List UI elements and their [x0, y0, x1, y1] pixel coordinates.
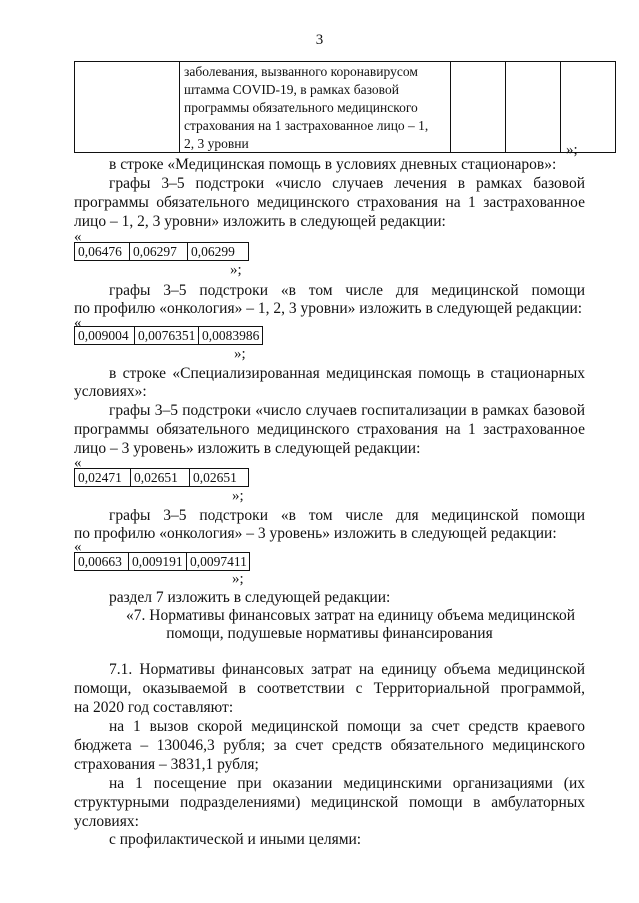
- close-quote: »;: [232, 488, 244, 504]
- section-heading: «7. Нормативы финансовых затрат на единицу объема медицинской: [126, 607, 576, 624]
- value-cell: 0,009004: [75, 327, 135, 345]
- page-number: 3: [315, 32, 324, 48]
- value-cell: 0,02651: [131, 469, 190, 487]
- close-quote: »;: [230, 262, 242, 278]
- paragraph-line: лицо – 1, 2, 3 уровни» изложить в следующей редакции:: [74, 213, 446, 230]
- value-cell: 0,0097411: [187, 553, 250, 571]
- table-line: 2, 3 уровни: [184, 136, 249, 151]
- paragraph-line: на 1 посещение при оказании медицинскими организациями (их: [109, 775, 585, 792]
- close-quote: »;: [232, 571, 244, 587]
- open-quote: «: [74, 315, 82, 331]
- table-line: страхования на 1 застрахованное лицо – 1,: [184, 118, 429, 133]
- table-line: заболевания, вызванного коронавирусом: [184, 64, 418, 79]
- paragraph-line: лицо – 3 уровень» изложить в следующей редакции:: [74, 440, 421, 457]
- values-table: [74, 242, 249, 261]
- paragraph-line: раздел 7 изложить в следующей редакции:: [109, 589, 391, 606]
- paragraph-line: графы 3–5 подстроки «в том числе для медицинской помощи: [109, 507, 585, 524]
- paragraph-line: по профилю «онкология» – 1, 2, 3 уровни» изложить в следующей редакции:: [74, 300, 583, 317]
- values-table: [74, 552, 250, 571]
- paragraph-line: графы 3–5 подстроки «в том числе для медицинской помощи: [109, 282, 585, 299]
- paragraph-line: на 1 вызов скорой медицинской помощи за счет средств краевого: [109, 718, 585, 735]
- value-cell: 0,02471: [75, 469, 131, 487]
- paragraph-line: бюджета – 130046,3 рубля; за счет средств обязательного медицинского: [74, 737, 585, 754]
- paragraph-line: в строке «Медицинская помощь в условиях дневных стационаров»:: [109, 156, 557, 173]
- open-quote: «: [74, 539, 82, 555]
- paragraph-line: программы обязательного медицинского страхования на 1 застрахованное: [74, 421, 585, 438]
- table-line: программы обязательного медицинского: [184, 100, 418, 115]
- open-quote: «: [74, 455, 82, 471]
- value-cell: 0,06297: [130, 243, 188, 261]
- table-cell-empty: [506, 62, 561, 153]
- section-heading: помощи, подушевые нормативы финансирования: [166, 625, 493, 642]
- close-quote: »;: [566, 142, 578, 158]
- paragraph-line: графы 3–5 подстроки «число случаев госпитализации в рамках базовой: [109, 402, 585, 419]
- paragraph-line: на 2020 год составляют:: [74, 699, 234, 716]
- values-table: [74, 326, 263, 345]
- paragraph-line: графы 3–5 подстроки «число случаев лечения в рамках базовой: [109, 175, 585, 192]
- table-cell-empty: [561, 62, 616, 153]
- value-cell: 0,009191: [129, 553, 187, 571]
- paragraph-line: с профилактической и иными целями:: [109, 831, 362, 848]
- table-cell-empty: [451, 62, 506, 153]
- paragraph-line: условиях:: [74, 813, 139, 830]
- value-cell: 0,06476: [75, 243, 130, 261]
- paragraph-line: структурными подразделениями) медицинской помощи в амбулаторных: [74, 794, 585, 811]
- paragraph-line: в строке «Специализированная медицинская помощь в стационарных: [109, 365, 585, 382]
- table-cell-text: [180, 62, 451, 153]
- values-table: [74, 468, 249, 487]
- value-cell: 0,06299: [188, 243, 249, 261]
- paragraph-line: по профилю «онкология» – 3 уровень» изложить в следующей редакции:: [74, 525, 557, 542]
- value-cell: 0,0083986: [199, 327, 263, 345]
- open-quote: «: [74, 229, 82, 245]
- value-cell: 0,00663: [75, 553, 129, 571]
- table-cell-empty: [75, 62, 180, 153]
- top-table: [74, 61, 616, 153]
- table-line: штамма COVID-19, в рамках базовой: [184, 82, 399, 97]
- paragraph-line: условиях»:: [74, 383, 147, 400]
- value-cell: 0,02651: [190, 469, 249, 487]
- close-quote: »;: [234, 346, 246, 362]
- paragraph-line: программы обязательного медицинского страхования на 1 застрахованное: [74, 194, 585, 211]
- paragraph-line: страхования – 3831,1 рубля;: [74, 756, 259, 773]
- paragraph-line: помощи, оказываемой в соответствии с Территориальной программой,: [74, 680, 585, 697]
- paragraph-line: 7.1. Нормативы финансовых затрат на единицу объема медицинской: [109, 661, 585, 678]
- value-cell: 0,0076351: [135, 327, 199, 345]
